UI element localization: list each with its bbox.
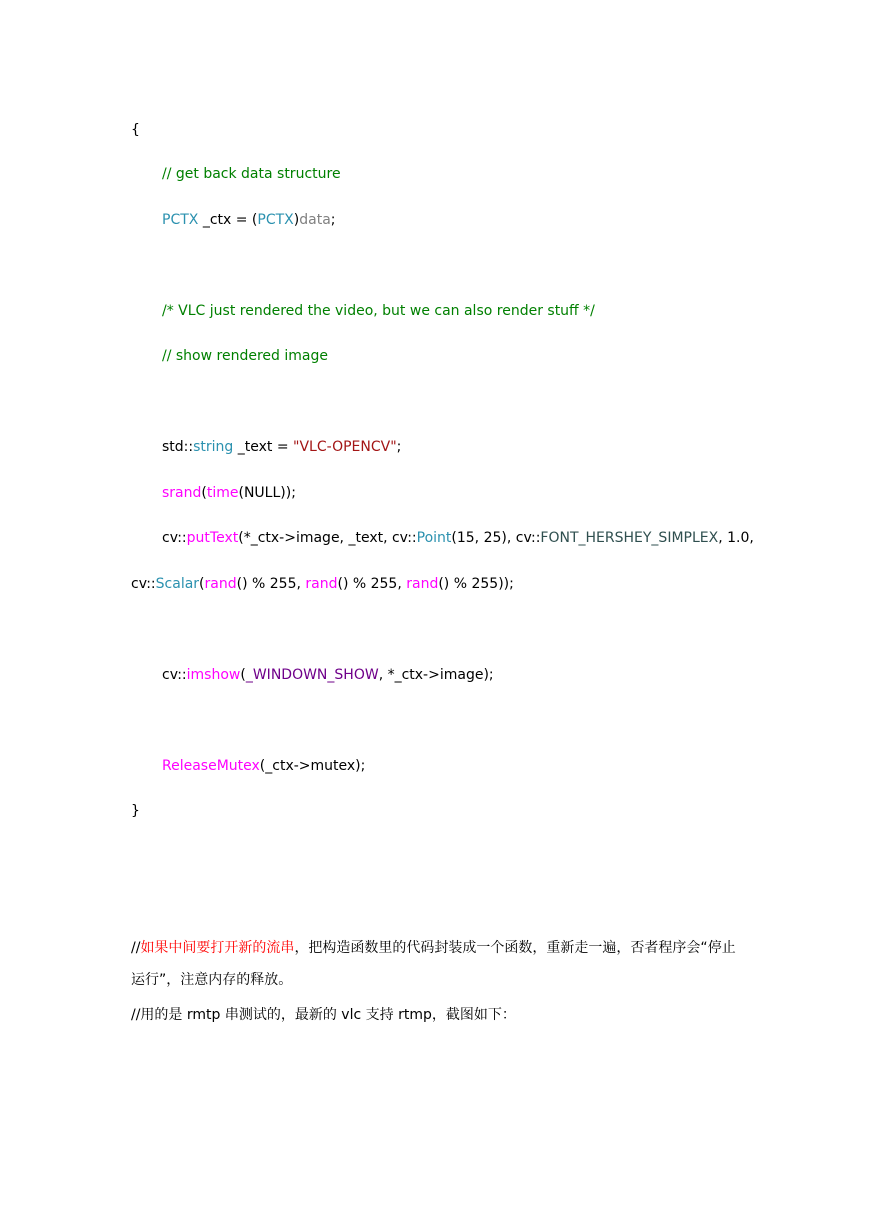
code-token: _ctx = (: [198, 212, 258, 228]
code-line-puttext: [162, 529, 754, 547]
code-token: (: [199, 576, 205, 592]
code-token: rand: [305, 576, 338, 592]
code-token: rand: [406, 576, 439, 592]
code-token: std::: [162, 439, 194, 455]
code-token: imshow: [186, 667, 241, 683]
note-token: ，把构造函数里的代码封装成一个函数，重新走一遍，否者程序会“停止: [294, 940, 736, 956]
code-token: PCTX: [162, 212, 199, 228]
code-brace-close: }: [131, 803, 140, 819]
code-line-imshow: [162, 666, 494, 684]
code-token: () % 255));: [438, 576, 514, 592]
code-token: FONT_HERSHEY_SIMPLEX: [540, 530, 719, 546]
note-token: //: [131, 940, 141, 956]
code-token: ;: [330, 212, 336, 228]
code-token: (: [240, 667, 246, 683]
code-line-string: [162, 438, 401, 456]
code-token: cv::: [162, 667, 187, 683]
code-line-scalar: [131, 575, 514, 593]
code-token: ReleaseMutex: [162, 758, 260, 774]
code-token: , *_ctx->image);: [378, 667, 494, 683]
code-token: putText: [186, 530, 239, 546]
code-token: data: [299, 212, 331, 228]
code-token: cv::: [162, 530, 187, 546]
code-comment-vlc: /* VLC just rendered the video, but we can also render stuff */: [162, 303, 595, 319]
code-brace-open: {: [131, 122, 140, 138]
code-token: _text =: [233, 439, 294, 455]
note-token: 如果中间要打开新的流串: [140, 940, 295, 956]
code-token: ): [293, 212, 300, 228]
code-line-srand: [162, 484, 296, 502]
code-line-pctx: [162, 211, 336, 229]
code-token: Point: [416, 530, 452, 546]
code-token: (*_ctx->image, _text, cv::: [238, 530, 417, 546]
code-token: (: [201, 485, 207, 501]
code-token: Scalar: [155, 576, 200, 592]
code-comment-get-back: // get back data structure: [162, 166, 341, 182]
code-token: ;: [396, 439, 402, 455]
code-token: () % 255,: [337, 576, 407, 592]
note-line-1: [131, 939, 736, 957]
code-token: "VLC-OPENCV": [293, 439, 397, 455]
code-comment-show: // show rendered image: [162, 348, 328, 364]
code-token: time: [206, 485, 239, 501]
code-token: (15, 25), cv::: [451, 530, 541, 546]
code-token: () % 255,: [236, 576, 306, 592]
note-line-2: 运行”，注意内存的释放。: [131, 972, 293, 988]
code-token: rand: [204, 576, 237, 592]
code-token: (_ctx->mutex);: [259, 758, 366, 774]
code-token: , 1.0,: [718, 530, 754, 546]
code-line-release: [162, 757, 365, 775]
code-token: srand: [162, 485, 202, 501]
code-token: string: [193, 439, 234, 455]
code-token: PCTX: [257, 212, 294, 228]
code-token: (NULL));: [238, 485, 296, 501]
note-line-3: //用的是 rmtp 串测试的，最新的 vlc 支持 rtmp，截图如下：: [131, 1007, 516, 1023]
code-token: cv::: [131, 576, 156, 592]
code-token: _WINDOWN_SHOW: [245, 667, 379, 683]
